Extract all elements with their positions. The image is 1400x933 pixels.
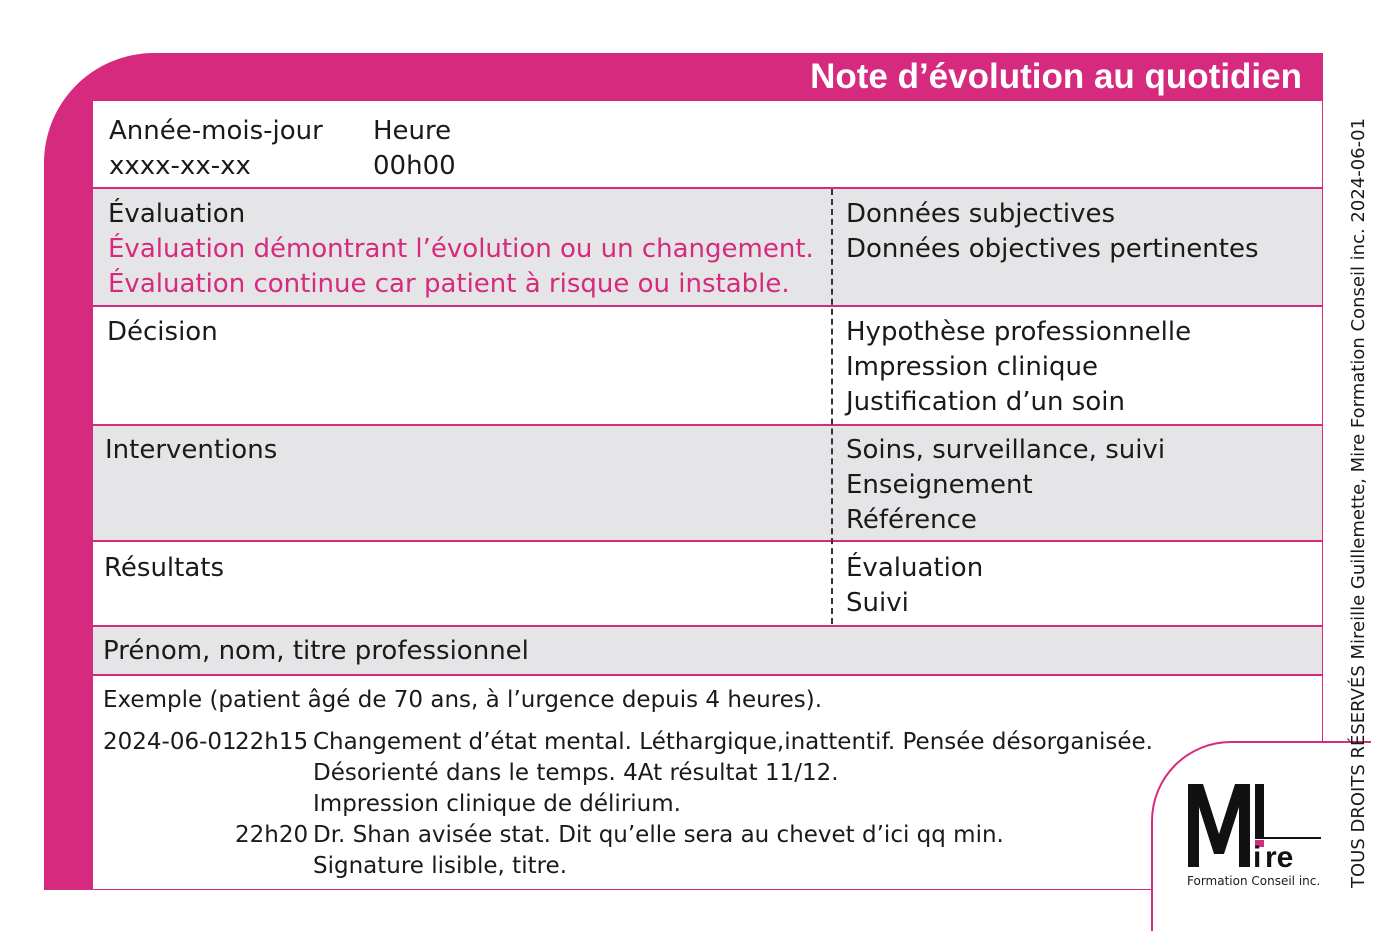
svg-text:i: i xyxy=(1253,841,1262,874)
copyright-notice: TOUS DROITS RÉSERVÉS Mireille Guillemette, Mire Formation Conseil inc. 2024-06-01 xyxy=(1348,117,1369,888)
example-line-4: Dr. Shan avisée stat. Dit qu’elle sera au chevet d’ici qq min. xyxy=(313,822,1004,848)
section-label-decision: Décision xyxy=(107,317,218,347)
example-time-1: 22h15 xyxy=(235,729,309,755)
page-title: Note d’évolution au quotidien xyxy=(810,57,1302,96)
evaluation-note-2: Évaluation continue car patient à risque ou instable. xyxy=(108,269,790,299)
column-divider xyxy=(831,189,833,624)
example-line-5: Signature lisible, titre. xyxy=(313,853,568,879)
decision-right-2: Impression clinique xyxy=(846,352,1099,382)
decision-right-1: Hypothèse professionnelle xyxy=(846,317,1192,347)
example-time-2: 22h20 xyxy=(235,822,309,848)
interventions-right-1: Soins, surveillance, suivi xyxy=(846,435,1166,465)
decision-right-3: Justification d’un soin xyxy=(846,387,1125,417)
example-line-2: Désorienté dans le temps. 4At résultat 11/12. xyxy=(313,760,839,786)
signature-label: Prénom, nom, titre professionnel xyxy=(103,636,529,666)
svg-text:re: re xyxy=(1265,841,1294,874)
section-label-resultats: Résultats xyxy=(104,553,225,583)
interventions-right-3: Référence xyxy=(846,505,977,535)
date-value: xxxx-xx-xx xyxy=(109,151,251,181)
evaluation-right-2: Données objectives pertinentes xyxy=(846,234,1259,264)
section-resultats xyxy=(93,540,1322,626)
date-label: Année-mois-jour xyxy=(109,116,323,146)
resultats-right-1: Évaluation xyxy=(846,553,984,583)
example-intro: Exemple (patient âgé de 70 ans, à l’urgence depuis 4 heures). xyxy=(103,687,823,713)
example-line-3: Impression clinique de délirium. xyxy=(313,791,681,817)
evaluation-right-1: Données subjectives xyxy=(846,199,1116,229)
time-value: 00h00 xyxy=(373,151,456,181)
section-label-interventions: Interventions xyxy=(105,435,278,465)
interventions-right-2: Enseignement xyxy=(846,470,1033,500)
logo-subtitle: Formation Conseil inc. xyxy=(1187,874,1321,888)
time-label: Heure xyxy=(373,116,452,146)
example-line-1: Changement d’état mental. Léthargique,inattentif. Pensée désorganisée. xyxy=(313,729,1153,755)
example-date: 2024-06-01 xyxy=(103,729,237,755)
evaluation-note-1: Évaluation démontrant l’évolution ou un changement. xyxy=(108,234,814,264)
resultats-right-2: Suivi xyxy=(846,588,909,618)
section-label-evaluation: Évaluation xyxy=(108,199,246,229)
